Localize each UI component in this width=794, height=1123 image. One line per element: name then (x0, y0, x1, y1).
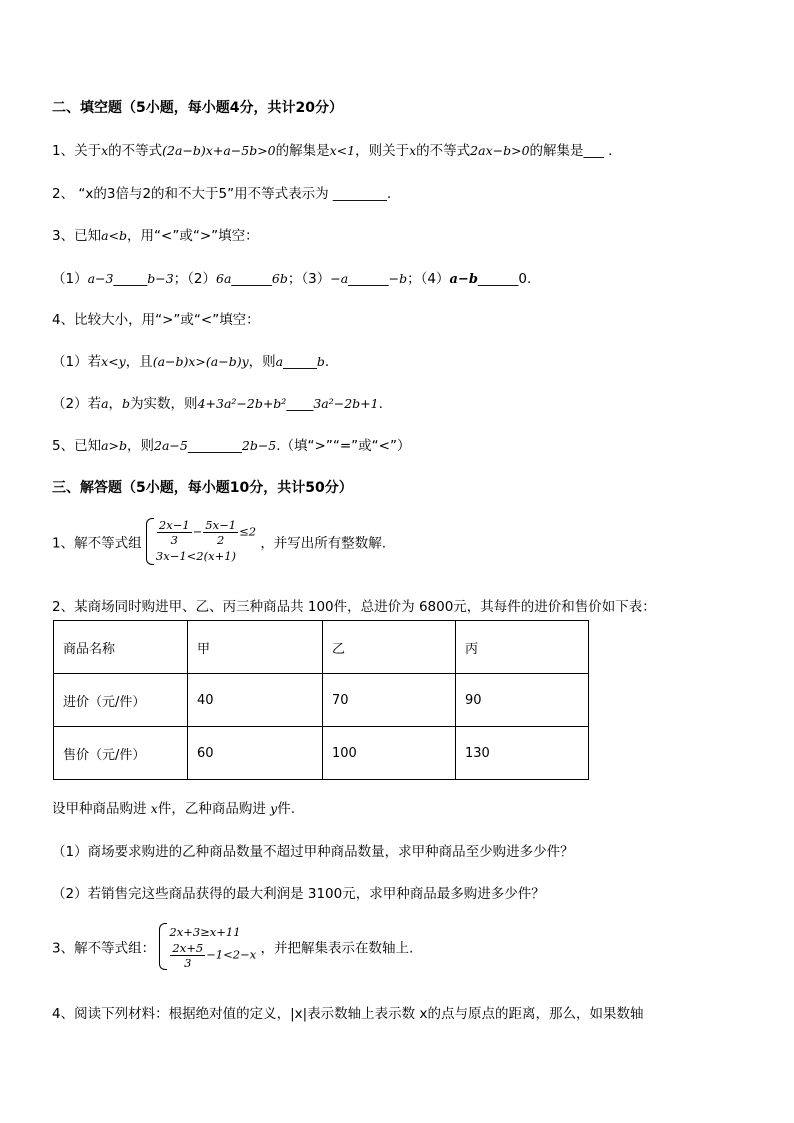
table-cell: 售价（元/件） (54, 727, 188, 780)
question-4-part-1: （1）若x<y，且(a−b)x>(a−b)y，则a_____b. (52, 354, 330, 370)
problem-4: 4、阅读下列材料：根据绝对值的定义，|x|表示数轴上表示数 x的点与原点的距离，那么，如果数轴 (52, 1006, 644, 1022)
answer-blank: ____ (286, 396, 314, 412)
section-solve-title: 三、解答题（5小题，每小题10分，共计50分） (52, 480, 353, 496)
table-cell: 商品名称 (54, 621, 188, 674)
table-row (54, 621, 589, 674)
problem-2-part-2: （2）若销售完这些商品获得的最大利润是 3100元，求甲种商品最多购进多少件？ (52, 886, 545, 902)
table-cell: 甲 (188, 621, 323, 674)
answer-blank: _____ (283, 354, 317, 370)
inequality-system: $\frac{2x-1}{3}$ − $\frac{5x-1}{2}$ ≤2 3x−1<2(x+1) (146, 518, 256, 565)
question-3: 3、已知a<b，用“<”或“>”填空： (52, 228, 259, 244)
table-cell: 60 (188, 727, 323, 780)
question-2: 2、 “x的3倍与2的和不大于5”用不等式表示为 ________. (52, 186, 392, 202)
answer-blank: ______0. (477, 271, 532, 287)
question-1: 1、关于x的不等式(2a−b)x+a−5b>0的解集是x<1，则关于x的不等式2ax−b>0的解集是___ . (52, 143, 613, 159)
problem-1: 1、解不等式组 $\frac{2x-1}{3}$ − $\frac{5x-1}{2}$ ≤2 3x−1<2(x+1) ，并写出所有整数解. (52, 518, 387, 563)
answer-blank: ______ (348, 271, 389, 287)
price-table (53, 620, 589, 780)
brace (146, 518, 154, 565)
table-cell: 130 (456, 727, 589, 780)
section-fill-in-title: 二、填空题（5小题，每小题4分，共计20分） (52, 100, 343, 116)
question-5: 5、已知a>b，则2a−5________2b−5.（填“>”“=”或“<”） (52, 438, 411, 454)
table-cell: 丙 (456, 621, 589, 674)
problem-2-part-1: （1）商场要求购进的乙种商品数量不超过甲种商品数量，求甲种商品至少购进多少件？ (52, 844, 574, 860)
problem-2-setup: 设甲种商品购进 x件，乙种商品购进 y件. (52, 801, 296, 817)
table-cell: 进价（元/件） (54, 674, 188, 727)
problem-2-intro: 2、某商场同时购进甲、乙、丙三种商品共 100件，总进价为 6800元，其每件的进价和售价如下表： (52, 599, 656, 615)
table-cell: 100 (323, 727, 456, 780)
answer-blank: ________ (187, 438, 242, 454)
question-3-parts: （1）a−3_____b−3；（2）6a______6b；（3）−a______−b；（4）a−b______0. (52, 271, 532, 287)
problem-3: 3、解不等式组： 2x+3≥x+11 $\frac{2x+5}{3}$ −1<2−x ，并把解集表示在数轴上. (52, 925, 414, 970)
table-cell: 乙 (323, 621, 456, 674)
inequality-system: 2x+3≥x+11 $\frac{2x+5}{3}$ −1<2−x (159, 923, 256, 970)
answer-blank: _____ (113, 271, 148, 287)
table-cell: 40 (188, 674, 323, 727)
brace (159, 923, 167, 970)
table-row (54, 674, 589, 727)
table-row (54, 727, 589, 780)
table-cell: 70 (323, 674, 456, 727)
question-4-part-2: （2）若a，b为实数，则4+3a²−2b+b²____3a²−2b+1. (52, 396, 383, 412)
table-cell: 90 (456, 674, 589, 727)
question-4: 4、比较大小，用“>”或“<”填空： (52, 312, 260, 328)
answer-blank: ___ . (583, 143, 613, 159)
answer-blank: ______ (231, 271, 272, 287)
